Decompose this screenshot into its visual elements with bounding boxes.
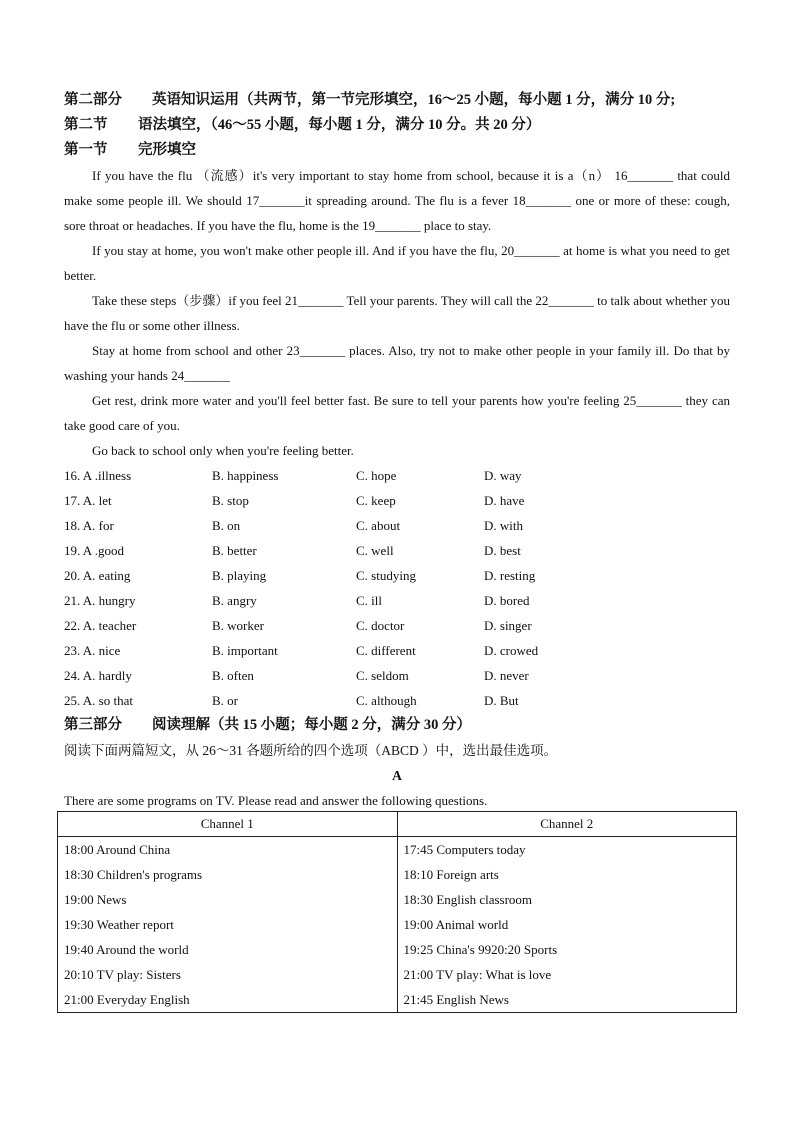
part2-label: 第二部分 — [64, 92, 122, 108]
part3-instruction: 阅读下面两篇短文，从 26～31 各题所给的四个选项（ABCD ）中，选出最佳选项。 — [64, 743, 558, 758]
option-c: C. doctor — [356, 618, 405, 633]
option-d: D. But — [484, 693, 519, 708]
option-b: B. stop — [212, 493, 249, 508]
option-c: C. ill — [356, 593, 383, 608]
option-a: 22. A. teacher — [64, 618, 137, 633]
option-d: D. have — [484, 493, 525, 508]
tv-schedule-table — [57, 811, 737, 1013]
channel2-header: Channel 2 — [397, 812, 737, 837]
part2-heading — [64, 88, 730, 113]
option-c: C. keep — [356, 493, 396, 508]
channel2-cell: 18:10 Foreign arts — [397, 862, 737, 887]
section1-text: 完形填空 — [138, 142, 196, 158]
passage-paragraph: If you have the flu （流感）it's very important to stay home from school, because it is a（n） 16_______ that could make some people ill. We should 17_______it spreading around. The flu is a fever 18_______ one or more of these: cough, sore throat or headaches. If you have the flu, home is the 19_______ place to stay. — [64, 168, 730, 233]
option-b: B. angry — [212, 593, 257, 608]
channel1-cell: 19:30 Weather report — [58, 912, 398, 937]
section1-label: 第一节 — [64, 142, 108, 158]
channel2-cell: 19:25 China's 9920:20 Sports — [397, 937, 737, 962]
part3-heading — [64, 713, 730, 738]
option-c: C. although — [356, 693, 417, 708]
section2-heading — [64, 113, 730, 138]
table-row — [58, 987, 737, 1013]
channel1-cell: 19:00 News — [58, 887, 398, 912]
table-row — [58, 887, 737, 912]
option-d: D. never — [484, 668, 529, 683]
question-options — [64, 538, 730, 563]
channel2-cell: 21:00 TV play: What is love — [397, 962, 737, 987]
option-d: D. best — [484, 543, 521, 558]
option-c: C. hope — [356, 468, 397, 483]
question-options — [64, 463, 730, 488]
option-d: D. way — [484, 468, 522, 483]
channel2-cell: 21:45 English News — [397, 987, 737, 1013]
question-options — [64, 663, 730, 688]
question-options — [64, 688, 730, 713]
section2-text: 语法填空，（46～55 小题，每小题 1 分，满分 10 分。共 20 分） — [138, 117, 541, 133]
part2-text: 英语知识运用（共两节，第一节完形填空，16～25 小题，每小题 1 分，满分 10 分; — [152, 92, 676, 108]
option-a: 25. A. so that — [64, 693, 133, 708]
option-c: C. studying — [356, 568, 416, 583]
channel1-cell: 19:40 Around the world — [58, 937, 398, 962]
option-b: B. better — [212, 543, 257, 558]
cloze-passage — [64, 163, 730, 463]
channel2-cell: 18:30 English classroom — [397, 887, 737, 912]
passage-paragraph: Get rest, drink more water and you'll feel better fast. Be sure to tell your parents how you're feeling 25_______ they can take good care of you. — [64, 393, 730, 433]
passage-paragraph: Take these steps（步骤）if you feel 21_______ Tell your parents. They will call the 22_______ to talk about whether you have the flu or some other illness. — [64, 293, 730, 333]
channel1-cell: 18:00 Around China — [58, 837, 398, 863]
option-d: D. resting — [484, 568, 536, 583]
table-row — [58, 862, 737, 887]
channel1-cell: 20:10 TV play: Sisters — [58, 962, 398, 987]
tv-intro: There are some programs on TV. Please read and answer the following questions. — [64, 793, 488, 808]
option-b: B. important — [212, 643, 278, 658]
option-a: 16. A .illness — [64, 468, 132, 483]
channel2-cell: 17:45 Computers today — [397, 837, 737, 863]
option-b: B. playing — [212, 568, 267, 583]
question-options — [64, 613, 730, 638]
option-a: 17. A. let — [64, 493, 112, 508]
section2-label: 第二节 — [64, 117, 108, 133]
question-options — [64, 513, 730, 538]
option-a: 24. A. hardly — [64, 668, 132, 683]
option-c: C. seldom — [356, 668, 409, 683]
option-d: D. singer — [484, 618, 532, 633]
option-a: 23. A. nice — [64, 643, 121, 658]
option-b: B. or — [212, 693, 238, 708]
channel1-cell: 18:30 Children's programs — [58, 862, 398, 887]
table-row — [58, 912, 737, 937]
question-options — [64, 563, 730, 588]
option-b: B. often — [212, 668, 254, 683]
channel1-header: Channel 1 — [58, 812, 398, 837]
option-d: D. bored — [484, 593, 530, 608]
option-a: 18. A. for — [64, 518, 114, 533]
option-c: C. well — [356, 543, 394, 558]
question-options — [64, 488, 730, 513]
option-c: C. about — [356, 518, 401, 533]
exam-page — [64, 88, 730, 813]
table-row — [58, 837, 737, 863]
option-d: D. crowed — [484, 643, 539, 658]
option-b: B. on — [212, 518, 241, 533]
option-d: D. with — [484, 518, 523, 533]
passage-paragraph: Stay at home from school and other 23_______ places. Also, try not to make other people in your family ill. Do that by washing your hands 24_______ — [64, 343, 730, 383]
option-b: B. happiness — [212, 468, 279, 483]
channel1-cell: 21:00 Everyday English — [58, 987, 398, 1013]
table-row — [58, 937, 737, 962]
option-a: 21. A. hungry — [64, 593, 136, 608]
question-options — [64, 588, 730, 613]
option-b: B. worker — [212, 618, 264, 633]
passage-paragraph: If you stay at home, you won't make other people ill. And if you have the flu, 20_______ at home is what you need to get better. — [64, 243, 730, 283]
part3-label: 第三部分 — [64, 717, 122, 733]
options-list — [64, 463, 730, 713]
option-a: 20. A. eating — [64, 568, 131, 583]
passage-paragraph: Go back to school only when you're feeling better. — [92, 443, 354, 458]
channel2-cell: 19:00 Animal world — [397, 912, 737, 937]
section1-heading — [64, 138, 730, 163]
part3-text: 阅读理解（共 15 小题；每小题 2 分，满分 30 分） — [152, 717, 471, 733]
question-options — [64, 638, 730, 663]
option-a: 19. A .good — [64, 543, 124, 558]
option-c: C. different — [356, 643, 416, 658]
section-letter: A — [392, 768, 402, 783]
table-header-row — [58, 812, 737, 837]
table-row — [58, 962, 737, 987]
